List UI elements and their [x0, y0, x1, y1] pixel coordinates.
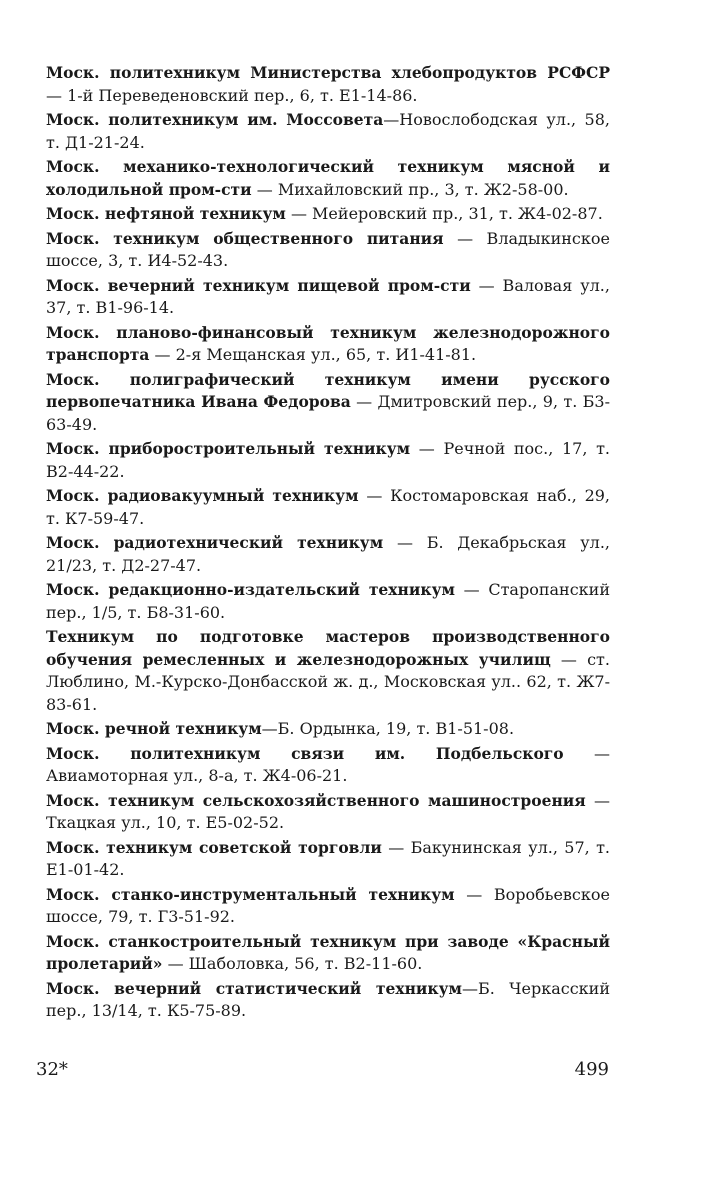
directory-entry	[46, 485, 610, 530]
institution-name: Моск. радиовакуумный техникум	[46, 486, 359, 505]
institution-name: Моск. нефтяной техникум	[46, 204, 286, 223]
directory-entry	[46, 978, 610, 1023]
signature-mark: 32*	[36, 1059, 68, 1080]
address-phone: — Дмитровский пер., 9, т. Б3-63-49.	[46, 392, 611, 434]
directory-entry	[46, 743, 610, 788]
directory-entry	[46, 532, 610, 577]
address-phone: —Новослободская ул., 58, т. Д1-21-24.	[46, 110, 610, 152]
directory-entry	[46, 790, 610, 835]
address-phone: — Михайловский пр., 3, т. Ж2-58-00.	[251, 179, 569, 199]
institution-name: Моск. речной техникум	[46, 719, 262, 738]
institution-name: Моск. политехникум Министерства хлебопродуктов РСФСР	[46, 63, 610, 82]
address-phone: — Мейеровский пр., 31, т. Ж4-02-87.	[285, 204, 603, 223]
institution-name: Моск. радиотехнический техникум	[46, 533, 384, 552]
address-phone: — Старопанский пер., 1/5, т. Б8-31-60.	[46, 580, 610, 622]
address-phone: — Авиамоторная ул., 8-а, т. Ж4-06-21.	[46, 743, 610, 785]
institution-name: Моск. приборостроительный техникум	[46, 439, 411, 458]
institution-name: Моск. вечерний техникум пищевой пром-сти	[46, 275, 471, 295]
page-footer	[36, 1059, 609, 1080]
address-phone: —Б. Ордынка, 19, т. В1-51-08.	[261, 719, 515, 738]
page-number: 499	[574, 1059, 609, 1080]
directory-entry	[46, 626, 610, 716]
directory-entry	[46, 438, 610, 483]
directory-entry	[46, 884, 610, 929]
institution-name: Моск. техникум советской торговли	[46, 837, 382, 857]
directory-entry	[46, 109, 610, 154]
address-phone: — Валовая ул., 37, т. В1-96-14.	[46, 275, 610, 317]
directory-entry	[46, 369, 610, 437]
address-phone: — ст. Люблино, М.-Курско-Донбасской ж. д., Московская ул.. 62, т. Ж7-83-61.	[46, 649, 610, 714]
address-phone: — Владыкинское шоссе, 3, т. И4-52-43.	[46, 228, 610, 270]
address-phone: — 1-й Переведеновский пер., 6, т. Е1-14-86.	[46, 85, 418, 105]
address-phone: — Воробьевское шоссе, 79, т. Г3-51-92.	[46, 884, 610, 926]
institution-name: Моск. полиграфический техникум имени русского первопечатника Ивана Федорова	[46, 369, 610, 411]
directory-entry	[46, 837, 610, 882]
directory-entry	[46, 931, 610, 976]
directory-entry	[46, 275, 610, 320]
directory-entry	[46, 62, 610, 107]
directory-entry	[46, 579, 610, 624]
directory-entry	[46, 322, 610, 367]
institution-name: Моск. станко-инструментальный техникум	[46, 884, 455, 904]
institution-name: Техникум по подготовке мастеров производственного обучения ремесленных и железнодорожных училищ	[46, 627, 610, 669]
directory-entry	[46, 228, 610, 273]
institution-name: Моск. политехникум им. Моссовета	[46, 110, 384, 129]
address-phone: —Б. Черкасский пер., 13/14, т. К5-75-89.	[46, 978, 610, 1020]
directory-entry	[46, 718, 610, 741]
institution-name: Моск. техникум сельскохозяйственного машиностроения	[46, 790, 586, 810]
directory-entry	[46, 156, 610, 201]
address-phone: — Речной пос., 17, т. В2-44-22.	[46, 439, 611, 481]
institution-name: Моск. планово-финансовый техникум железнодорожного транспорта	[46, 322, 610, 364]
directory-entries	[46, 62, 610, 1025]
address-phone: — Ткацкая ул., 10, т. Е5-02-52.	[46, 790, 611, 832]
institution-name: Моск. станкостроительный техникум при заводе «Красный пролетарий»	[46, 931, 610, 973]
address-phone: — Бакунинская ул., 57, т. Е1-01-42.	[46, 837, 610, 879]
address-phone: — Костомаровская наб., 29, т. К7-59-47.	[46, 486, 611, 528]
address-phone: — Шаболовка, 56, т. В2-11-60.	[162, 954, 423, 973]
address-phone: — 2-я Мещанская ул., 65, т. И1-41-81.	[149, 345, 477, 364]
institution-name: Моск. механико-технологический техникум мясной и холодильной пром-сти	[46, 157, 610, 199]
institution-name: Моск. вечерний статистический техникум	[46, 978, 462, 998]
institution-name: Моск. техникум общественного питания	[46, 228, 444, 248]
institution-name: Моск. политехникум связи им. Подбельского	[46, 743, 564, 763]
directory-entry	[46, 203, 610, 226]
address-phone: — Б. Декабрьская ул., 21/23, т. Д2-27-47.	[46, 533, 610, 575]
institution-name: Моск. редакционно-издательский техникум	[46, 580, 455, 599]
